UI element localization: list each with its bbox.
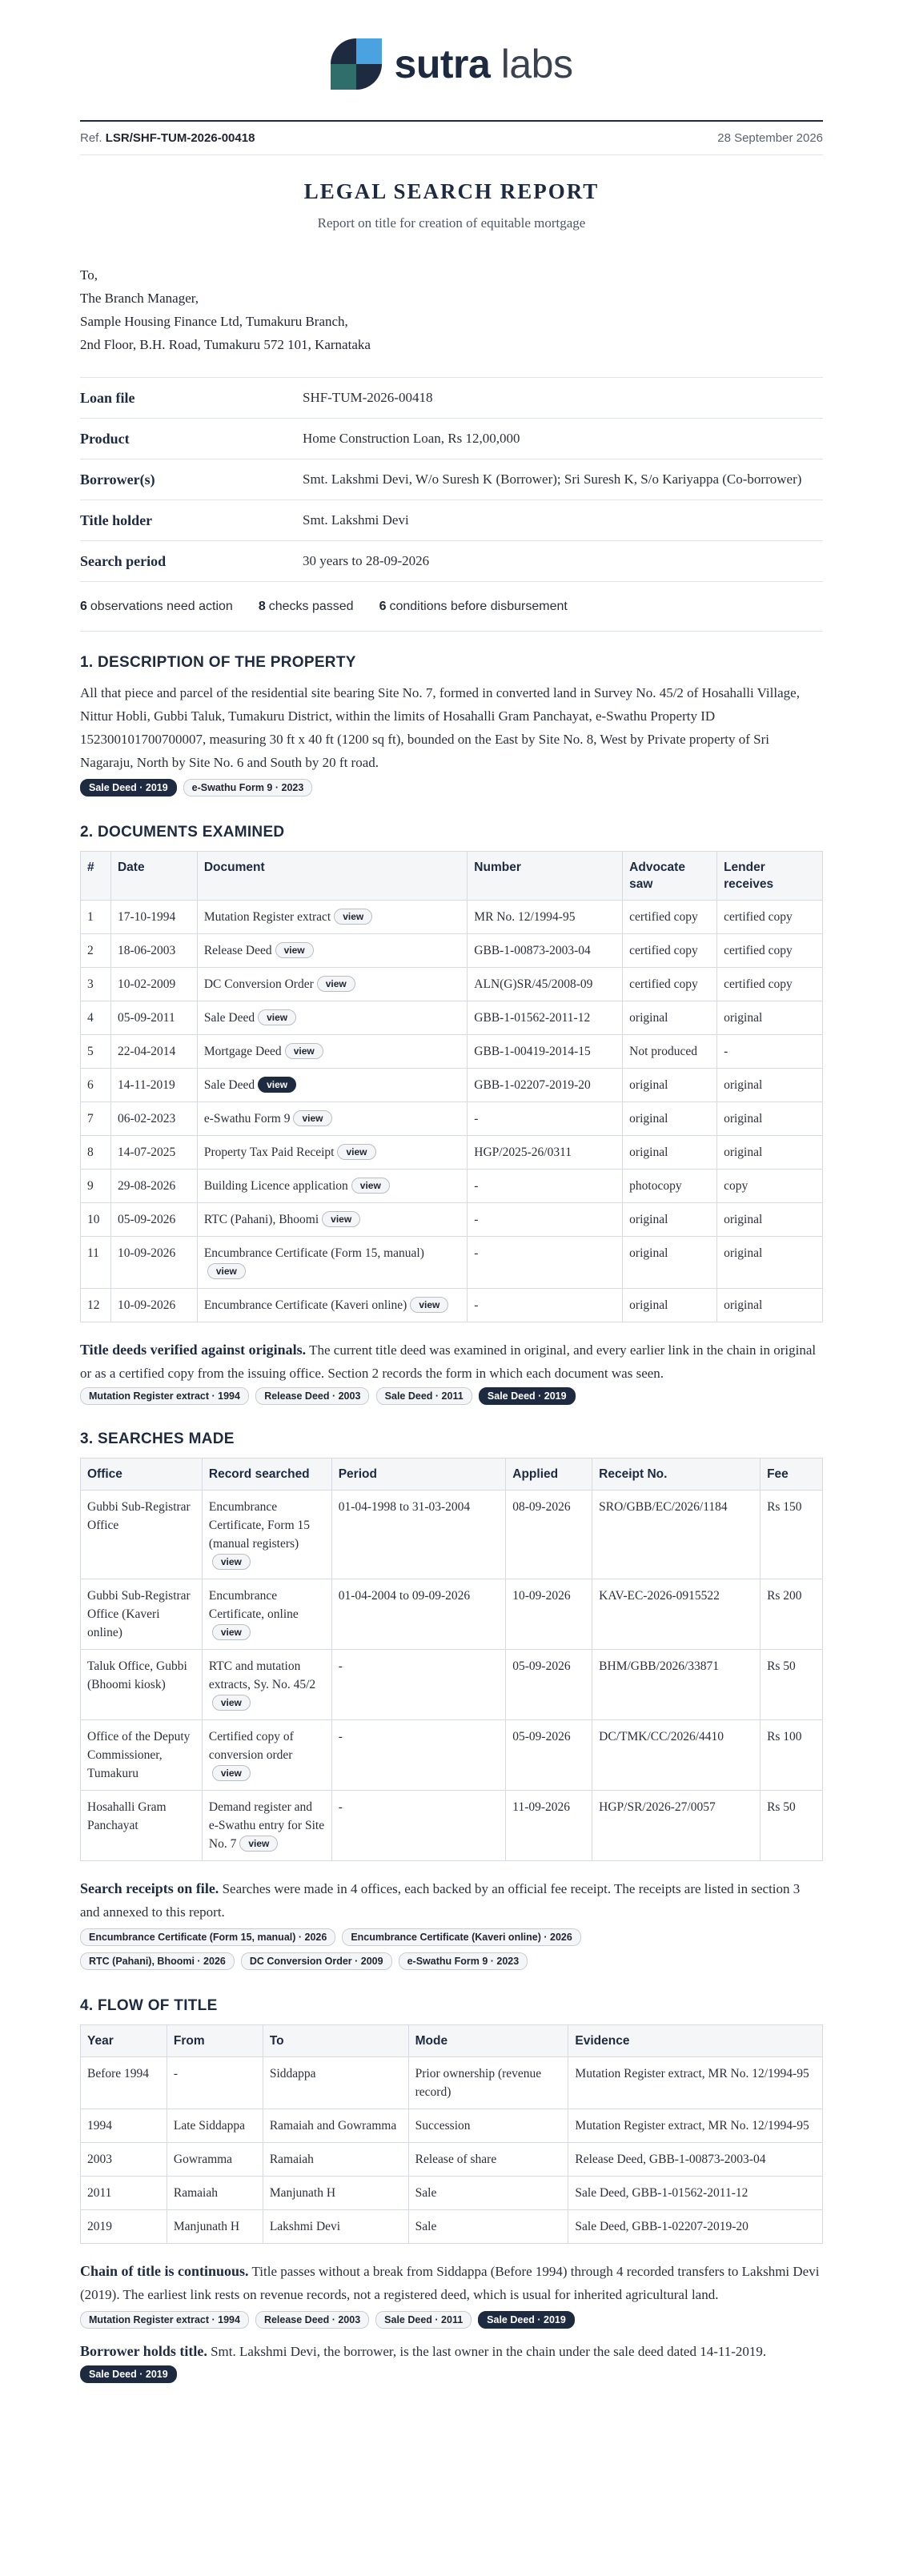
evidence-chip[interactable]: Sale Deed · 2019 xyxy=(80,2365,177,2383)
searches-table xyxy=(80,1458,823,1861)
evidence-chip[interactable]: Sale Deed · 2019 xyxy=(80,779,177,796)
table-row: 12 10-09-2026 Encumbrance Certificate (Kaveri online) view - original original xyxy=(81,1289,823,1322)
table-row: Gubbi Sub-Registrar Office Encumbrance Certificate, Form 15 (manual registers)view 01-04-1998 to 31-03-2004 08-09-2026 SRO/GBB/EC/2026/1184 Rs 150 xyxy=(81,1491,823,1579)
brand-wordmark: sutra labs xyxy=(394,42,573,86)
reference-number: Ref. LSR/SHF-TUM-2026-00418 xyxy=(80,131,255,145)
table-row: Hosahalli Gram Panchayat Demand register and e-Swathu entry for Site No. 7 view - 11-09-2026 HGP/SR/2026-27/0057 Rs 50 xyxy=(81,1791,823,1861)
table-row: Office of the Deputy Commissioner, Tumakuru Certified copy of conversion orderview - 05-09-2026 DC/TMK/CC/2026/4410 Rs 100 xyxy=(81,1720,823,1791)
documents-note: Title deeds verified against originals. The current title deed was examined in original, and every earlier link in the chain in original or as a certified copy from the issuing office. Section 2 records the form in which each document was seen. Mutation Register extract · 1994 Release Deed · 2003 Sale Deed · 2011 Sale Deed · 2019 xyxy=(80,1338,823,1408)
summary-observations: 6 observations need action xyxy=(80,599,233,613)
table-row: 2 18-06-2003 Release Deed view GBB-1-00873-2003-04 certified copy certified copy xyxy=(81,934,823,968)
evidence-chip[interactable]: Sale Deed · 2011 xyxy=(375,2311,472,2329)
report-date: 28 September 2026 xyxy=(717,131,823,145)
property-description: All that piece and parcel of the residential site bearing Site No. 7, formed in converted land in Survey No. 45/2 of Hosahalli Village, Nittur Hobli, Gubbi Taluk, Tumakuru District, within the limits of Hosahalli Gram Panchayat, e-Swathu Property ID 152300101700700007, measuring 30 ft x 40 ft (1200 sq ft), bounded on the East by Site No. 8, West by Private property of Sri Nagaraju, North by Site No. 6 and South by 20 ft road. xyxy=(80,685,800,770)
table-row: 6 14-11-2019 Sale Deed view GBB-1-02207-2019-20 original original xyxy=(81,1069,823,1102)
view-button[interactable]: view xyxy=(293,1110,331,1126)
view-button[interactable]: view xyxy=(212,1624,251,1640)
table-row: Before 1994 - Siddappa Prior ownership (revenue record) Mutation Register extract, MR No. 12/1994-95 xyxy=(81,2057,823,2109)
view-button[interactable]: view xyxy=(351,1178,390,1194)
brand-mark-icon xyxy=(331,38,382,90)
report-subtitle: Report on title for creation of equitable mortgage xyxy=(317,215,586,231)
table-row: 1 17-10-1994 Mutation Register extract view MR No. 12/1994-95 certified copy certified copy xyxy=(81,901,823,934)
evidence-chip[interactable]: Encumbrance Certificate (Kaveri online) · 2026 xyxy=(342,1928,580,1946)
table-row: 4 05-09-2011 Sale Deed view GBB-1-01562-2011-12 original original xyxy=(81,1001,823,1035)
section-4-chips xyxy=(80,2309,823,2333)
chain-note: Chain of title is continuous. Title passes without a break from Siddappa (Before 1994) through 4 recorded transfers to Lakshmi Devi (2019). The earliest link rests on revenue records, not a registered deed, which is usual for inherited agricultural land. xyxy=(80,2263,820,2302)
table-header-row: # Date Document Number Advocate saw Lender receives xyxy=(81,852,823,901)
detail-row-title-holder: Title holder Smt. Lakshmi Devi xyxy=(80,500,823,541)
table-row: Taluk Office, Gubbi (Bhoomi kiosk) RTC and mutation extracts, Sy. No. 45/2view - 05-09-2026 BHM/GBB/2026/33871 Rs 50 xyxy=(81,1650,823,1720)
evidence-chip[interactable]: e-Swathu Form 9 · 2023 xyxy=(399,1952,528,1970)
title-flow-table xyxy=(80,2024,823,2244)
view-button[interactable]: view xyxy=(285,1043,323,1059)
evidence-chip[interactable]: Release Deed · 2003 xyxy=(255,2311,369,2329)
evidence-chip[interactable]: Sale Deed · 2019 xyxy=(478,2311,575,2329)
table-header-row: Office Record searched Period Applied Receipt No. Fee xyxy=(81,1459,823,1491)
report-title: LEGAL SEARCH REPORT xyxy=(303,179,600,203)
table-row: 1994 Late Siddappa Ramaiah and Gowramma Succession Mutation Register extract, MR No. 12/1994-95 xyxy=(81,2109,823,2143)
table-row: 7 06-02-2023 e-Swathu Form 9 view - original original xyxy=(81,1102,823,1136)
detail-row-borrowers: Borrower(s) Smt. Lakshmi Devi, W/o Suresh K (Borrower); Sri Suresh K, S/o Kariyappa (Co-borrower) xyxy=(80,459,823,500)
table-row: 11 10-09-2026 Encumbrance Certificate (Form 15, manual)view - original original xyxy=(81,1237,823,1289)
view-button[interactable]: view xyxy=(322,1211,360,1227)
table-row: 5 22-04-2014 Mortgage Deed view GBB-1-00419-2014-15 Not produced - xyxy=(81,1035,823,1069)
documents-table xyxy=(80,851,823,1322)
evidence-chip[interactable]: Sale Deed · 2011 xyxy=(376,1387,472,1405)
view-button[interactable]: view xyxy=(275,942,314,958)
detail-row-search-period: Search period 30 years to 28-09-2026 xyxy=(80,541,823,582)
evidence-chip[interactable]: DC Conversion Order · 2009 xyxy=(241,1952,392,1970)
table-row: Gubbi Sub-Registrar Office (Kaveri online) Encumbrance Certificate, onlineview 01-04-2004 to 09-09-2026 10-09-2026 KAV-EC-2026-0915522 Rs 200 xyxy=(81,1579,823,1650)
evidence-chip[interactable]: Mutation Register extract · 1994 xyxy=(80,1387,249,1405)
detail-row-product: Product Home Construction Loan, Rs 12,00,000 xyxy=(80,419,823,459)
view-button[interactable]: view xyxy=(207,1263,246,1279)
view-button[interactable]: view xyxy=(410,1297,448,1313)
evidence-chip[interactable]: Sale Deed · 2019 xyxy=(479,1387,576,1405)
view-button[interactable]: view xyxy=(212,1765,251,1781)
searches-note: Search receipts on file. Searches were made in 4 offices, each backed by an official fee receipt. The receipts are listed in section 3 and annexed to this report. xyxy=(80,1880,801,1920)
view-button[interactable]: view xyxy=(334,909,372,925)
section-3-heading: 3. SEARCHES MADE xyxy=(80,1430,235,1447)
table-row: 9 29-08-2026 Building Licence application view - photocopy copy xyxy=(81,1170,823,1203)
table-row: 2011 Ramaiah Manjunath H Sale Sale Deed, GBB-1-01562-2011-12 xyxy=(81,2177,823,2210)
detail-row-loan-file: Loan file SHF-TUM-2026-00418 xyxy=(80,378,823,419)
section-1-chips xyxy=(80,777,823,801)
loan-details xyxy=(80,377,823,582)
view-button[interactable]: view xyxy=(337,1144,375,1160)
brand-logo xyxy=(331,38,573,90)
table-row: 3 10-02-2009 DC Conversion Order view ALN(G)SR/45/2008-09 certified copy certified copy xyxy=(81,968,823,1001)
section-4-heading: 4. FLOW OF TITLE xyxy=(80,1997,218,2014)
evidence-chip[interactable]: RTC (Pahani), Bhoomi · 2026 xyxy=(80,1952,235,1970)
recipient-address: To, The Branch Manager, Sample Housing Finance Ltd, Tumakuru Branch, 2nd Floor, B.H. Road, Tumakuru 572 101, Karnataka xyxy=(80,267,371,352)
borrower-title-note: Borrower holds title. Smt. Lakshmi Devi, the borrower, is the last owner in the chain under the sale deed dated 14-11-2019. Sale Deed · 2019 xyxy=(80,2340,823,2386)
header-logo-area xyxy=(80,0,823,120)
view-button[interactable]: view xyxy=(239,1836,278,1852)
table-row: 8 14-07-2025 Property Tax Paid Receipt view HGP/2025-26/0311 original original xyxy=(81,1136,823,1170)
section-2-heading: 2. DOCUMENTS EXAMINED xyxy=(80,824,285,841)
table-header-row: Year From To Mode Evidence xyxy=(81,2025,823,2057)
table-row: 10 05-09-2026 RTC (Pahani), Bhoomi view - original original xyxy=(81,1203,823,1237)
table-row: 2003 Gowramma Ramaiah Release of share Release Deed, GBB-1-00873-2003-04 xyxy=(81,2143,823,2177)
title-block xyxy=(80,155,823,231)
evidence-chip[interactable]: Encumbrance Certificate (Form 15, manual) · 2026 xyxy=(80,1928,335,1946)
summary-checks-passed: 8 checks passed xyxy=(258,599,354,613)
view-button[interactable]: view xyxy=(212,1695,251,1711)
reference-line xyxy=(80,122,823,155)
summary-counts xyxy=(80,582,823,632)
table-row: 2019 Manjunath H Lakshmi Devi Sale Sale Deed, GBB-1-02207-2019-20 xyxy=(81,2210,823,2244)
summary-conditions: 6 conditions before disbursement xyxy=(379,599,568,613)
view-button[interactable]: view xyxy=(258,1077,296,1093)
evidence-chip[interactable]: Release Deed · 2003 xyxy=(255,1387,369,1405)
view-button[interactable]: view xyxy=(317,976,355,992)
view-button[interactable]: view xyxy=(212,1554,251,1570)
evidence-chip[interactable]: e-Swathu Form 9 · 2023 xyxy=(183,779,313,796)
section-1-heading: 1. DESCRIPTION OF THE PROPERTY xyxy=(80,654,356,671)
view-button[interactable]: view xyxy=(258,1009,296,1025)
evidence-chip[interactable]: Mutation Register extract · 1994 xyxy=(80,2311,249,2329)
section-3-chips xyxy=(80,1927,823,1975)
